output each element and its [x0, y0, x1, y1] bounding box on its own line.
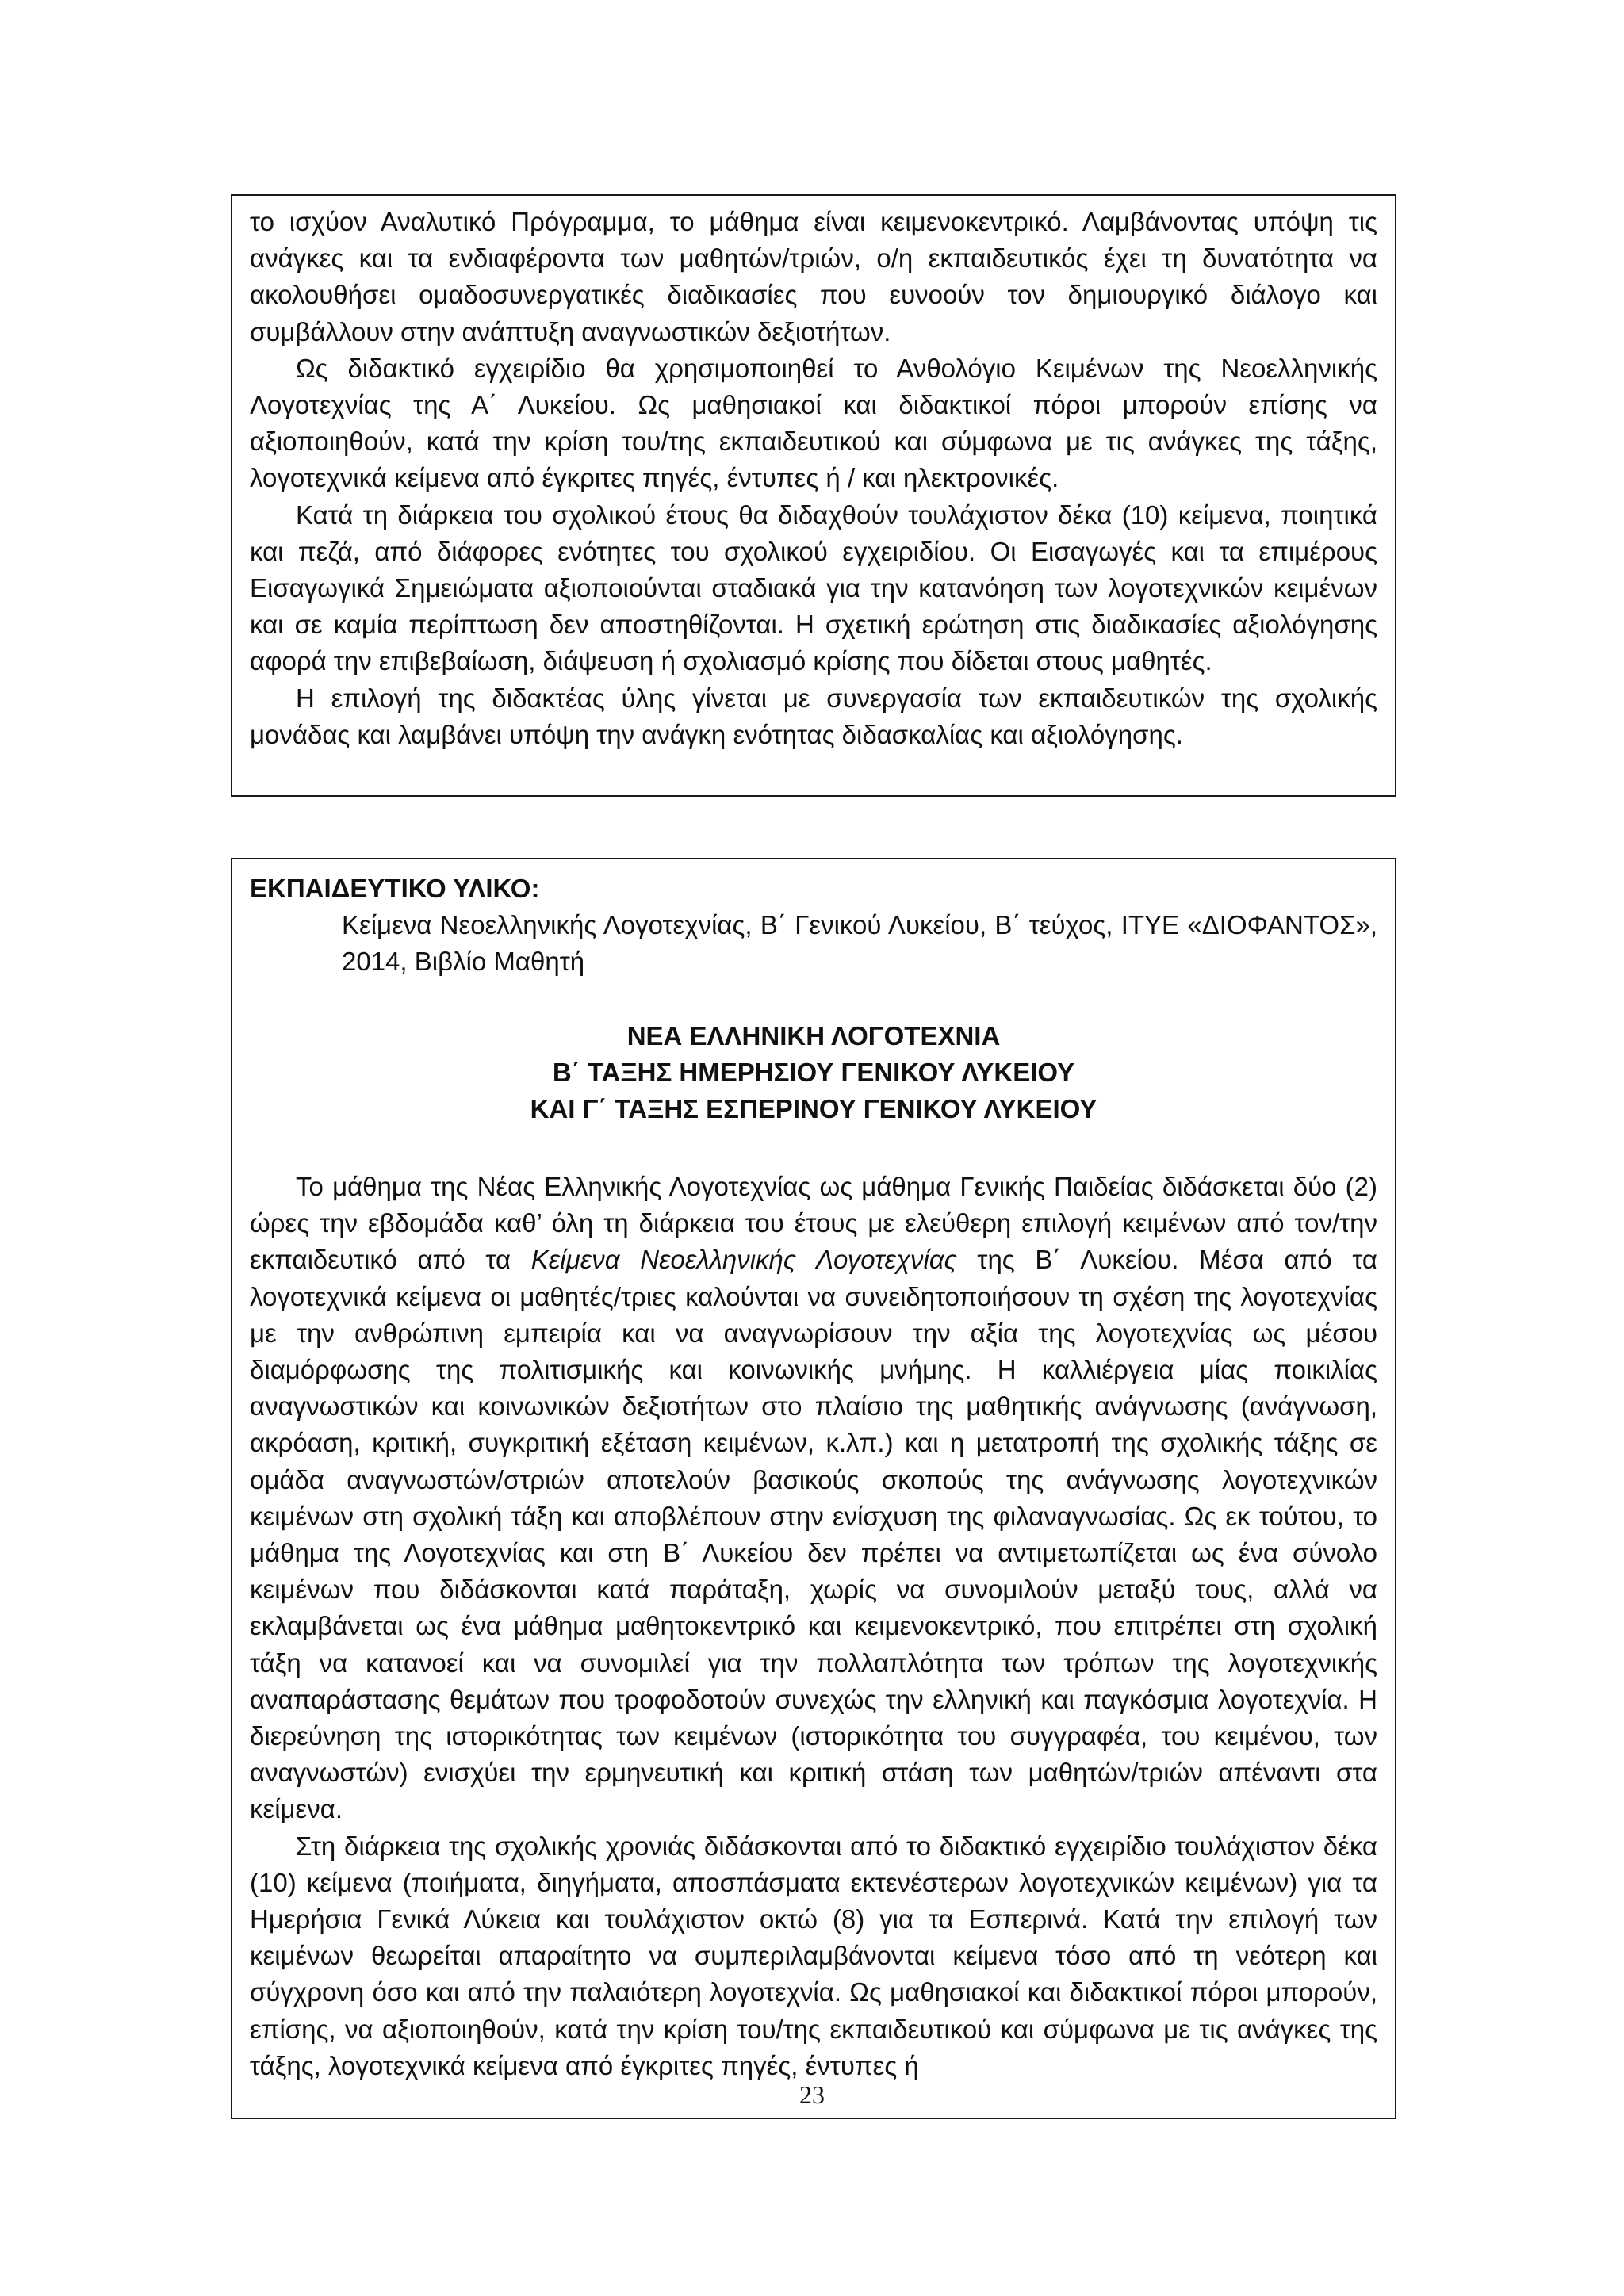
educational-material-box	[231, 858, 1396, 2119]
book-title-italic: Κείμενα Νεοελληνικής Λογοτεχνίας	[530, 1245, 957, 1275]
paragraph: Κατά τη διάρκεια του σχολικού έτους θα διδαχθούν τουλάχιστον δέκα (10) κείμενα, ποιητικά και πεζά, από διάφορες ενότητες του σχολικού εγχειριδίου. Οι Εισαγωγές και τα επιμέρους Εισαγωγικά Σημειώματα αξιοποιούνται σταδιακά για την κατανόηση των λογοτεχνικών κειμένων και σε καμία περίπτωση δεν αποστηθίζονται. Η σχετική ερώτηση στις διαδικασίες αξιολόγησης αφορά την επιβεβαίωση, διάψευση ή σχολιασμό κρίσης που δίδεται στους μαθητές.	[250, 499, 1377, 676]
paragraph-text: Το μάθημα της Νέας Ελληνικής Λογοτεχνίας ως μάθημα Γενικής Παιδείας διδάσκεται δύο (2) ώρες την εβδομάδα καθ’ όλη τη διάρκεια του έτους με ελεύθερη επιλογή κειμένων από τον/την εκπαιδευτικό από τα	[250, 1172, 1377, 1275]
paragraph: το ισχύον Αναλυτικό Πρόγραμμα, το μάθημα είναι κειμενοκεντρικό. Λαμβάνοντας υπόψη τις ανάγκες και τα ενδιαφέροντα των μαθητών/τριών, ο/η εκπαιδευτικός έχει τη δυνατότητα να ακολουθήσει ομαδοσυνεργατικές διαδικασίες που ευνοούν τον δημιουργικό διάλογο και συμβάλλουν στην ανάπτυξη αναγνωστικών δεξιοτήτων.	[250, 207, 1377, 346]
course-title-line: ΚΑΙ Γ΄ ΤΑΞΗΣ ΕΣΠΕΡΙΝΟΥ ΓΕΝΙΚΟΥ ΛΥΚΕΙΟΥ	[530, 1094, 1097, 1123]
course-title	[250, 1018, 1377, 1127]
paragraph: Στη διάρκεια της σχολικής χρονιάς διδάσκονται από το διδακτικό εγχειρίδιο τουλάχιστον δέκα (10) κείμενα (ποιήματα, διηγήματα, αποσπάσματα εκτενέστερων λογοτεχνικών κειμένων) για τα Ημερήσια Γενικά Λύκεια και τουλάχιστον οκτώ (8) για τα Εσπερινά. Κατά την επιλογή των κειμένων θεωρείται απαραίτητο να συμπεριλαμβάνονται κείμενα τόσο από τη νεότερη και σύγχρονη όσο και από την παλαιότερη λογοτεχνία. Ως μαθησιακοί και διδακτικοί πόροι μπορούν, επίσης, να αξιοποιηθούν, κατά την κρίση του/της εκπαιδευτικού και σύμφωνα με τις ανάγκες της τάξης, λογοτεχνικά κείμενα από έγκριτες πηγές, έντυπες ή	[250, 1831, 1377, 2080]
paragraph-text: της Β΄ Λυκείου. Μέσα από τα λογοτεχνικά κείμενα οι μαθητές/τριες καλούνται να συνειδητοποιήσουν τη σχέση της λογοτεχνίας με την ανθρώπινη εμπειρία και να αναγνωρίσουν την αξία της λογοτεχνίας ως μέσου διαμόρφωσης της πολιτισμικής και κοινωνικής μνήμης. Η καλλιέργεια μίας ποικιλίας αναγνωστικών και κοινωνικών δεξιοτήτων στο πλαίσιο της μαθητικής ανάγνωσης (ανάγνωση, ακρόαση, κριτική, συγκριτική εξέταση κειμένων, κ.λπ.) και η μετατροπή της σχολικής τάξης σε ομάδα αναγνωστών/στριών αποτελούν βασικούς σκοπούς της ανάγνωσης λογοτεχνικών κειμένων στη σχολική τάξη και αποβλέπουν στην ενίσχυση της φιλαναγνωσίας. Ως εκ τούτου, το μάθημα της Λογοτεχνίας και στη Β΄ Λυκείου δεν πρέπει να αντιμετωπίζεται ως ένα σύνολο κειμένων που διδάσκονται κατά παράταξη, χωρίς να συνομιλούν μεταξύ τους, αλλά να εκλαμβάνεται ως ένα μάθημα μαθητοκεντρικό και κειμενοκεντρικό, που επιτρέπει στη σχολική τάξη να κατανοεί και να συνομιλεί για την πολλαπλότητα των τρόπων της λογοτεχνικής αναπαράστασης θεμάτων που τροφοδοτούν συνεχώς την ελληνική και παγκόσμια λογοτεχνία. Η διερεύνηση της ιστορικότητας των κειμένων (ιστορικότητα του συγγραφέα, του κειμένου, των αναγνωστών) ενισχύει την ερμηνευτική και κριτική στάση των μαθητών/τριών απέναντι στα κείμενα.	[250, 1245, 1377, 1824]
paragraph: Η επιλογή της διδακτέας ύλης γίνεται με συνεργασία των εκπαιδευτικών της σχολικής μονάδας και λαμβάνει υπόψη την ανάγκη ενότητας διδασκαλίας και αξιολόγησης.	[250, 683, 1377, 749]
course-title-line: ΝΕΑ ΕΛΛΗΝΙΚΗ ΛΟΓΟΤΕΧΝΙΑ	[626, 1021, 1001, 1050]
paragraph: Ως διδακτικό εγχειρίδιο θα χρησιμοποιηθεί το Ανθολόγιο Κειμένων της Νεοελληνικής Λογοτεχνίας της Α΄ Λυκείου. Ως μαθησιακοί και διδακτικοί πόροι μπορούν επίσης να αξιοποιηθούν, κατά την κρίση του/της εκπαιδευτικού και σύμφωνα με τις ανάγκες της τάξης, λογοτεχνικά κείμενα από έγκριτες πηγές, έντυπες ή / και ηλεκτρονικές.	[250, 353, 1377, 493]
course-title-line: Β΄ ΤΑΞΗΣ ΗΜΕΡΗΣΙΟΥ ΓΕΝΙΚΟΥ ΛΥΚΕΙΟΥ	[552, 1058, 1075, 1087]
page-number: 23	[799, 2080, 825, 2109]
curriculum-text-box	[231, 194, 1396, 797]
educational-material-label: ΕΚΠΑΙΔΕΥΤΙΚΟ ΥΛΙΚΟ:	[250, 874, 540, 903]
educational-material-reference: Κείμενα Νεοελληνικής Λογοτεχνίας, Β΄ Γενικού Λυκείου, Β΄ τεύχος, ΙΤΥΕ «ΔΙΟΦΑΝΤΟΣ», 2014, Βιβλίο Μαθητή	[342, 910, 1377, 976]
paragraph	[250, 1169, 1377, 1828]
